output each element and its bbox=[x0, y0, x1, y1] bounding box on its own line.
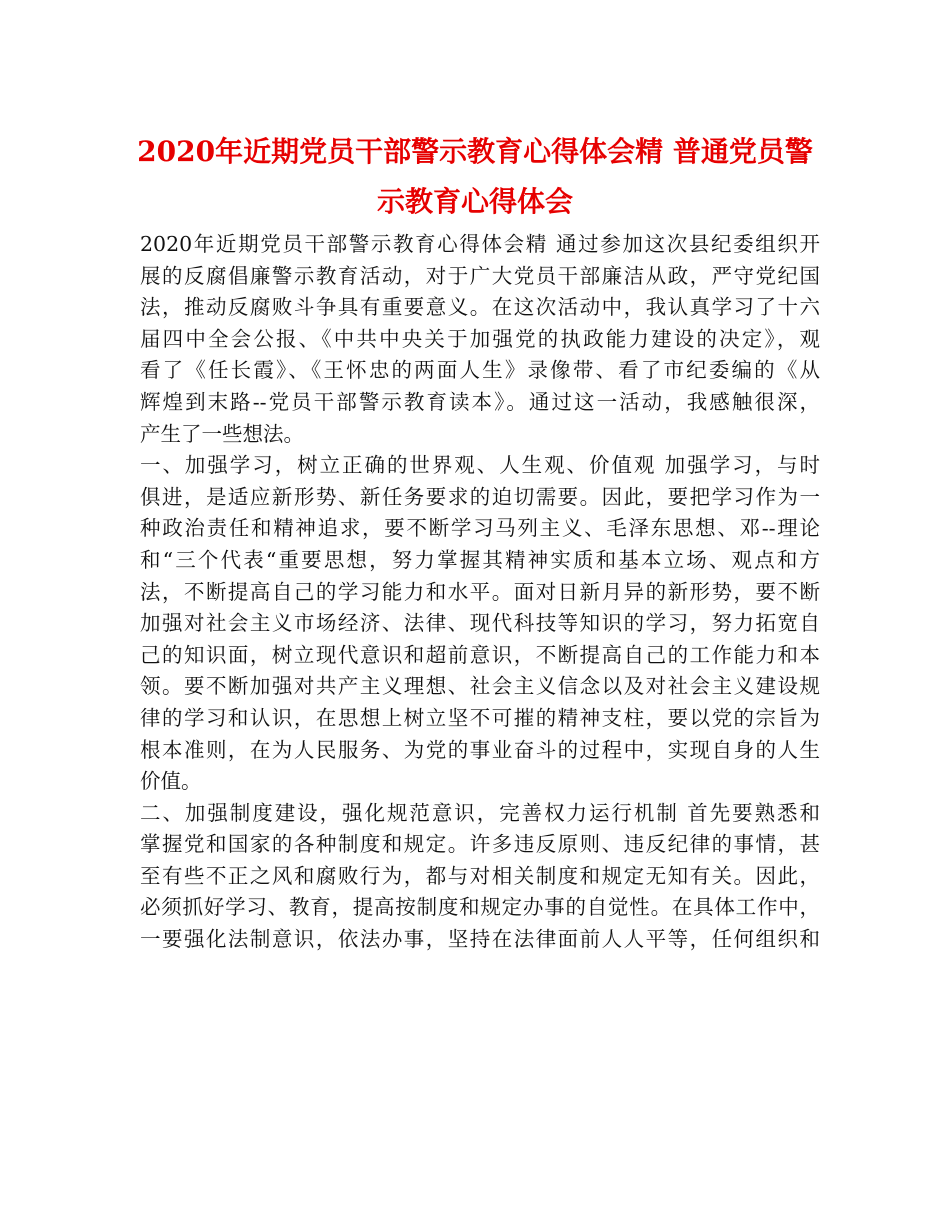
text-line: 种政治责任和精神追求，要不断学习马列主义、毛泽东思想、邓--理论 bbox=[140, 516, 820, 541]
text-line: 法，不断提高自己的学习能力和水平。面对日新月异的新形势，要不断 bbox=[140, 579, 820, 604]
document-body bbox=[140, 229, 820, 956]
title-line: 2020年近期党员干部警示教育心得体会精 普通党员警 bbox=[137, 135, 813, 168]
text-line: 掌握党和国家的各种制度和规定。许多违反原则、违反纪律的事情，甚 bbox=[140, 832, 820, 857]
text-line: 根本准则，在为人民服务、为党的事业奋斗的过程中，实现自身的人生 bbox=[140, 737, 820, 762]
text-line: 辉煌到末路--党员干部警示教育读本》。通过这一活动，我感触很深， bbox=[140, 389, 820, 414]
paragraph-section-1 bbox=[140, 450, 820, 798]
text-line: 领。要不断加强对共产主义理想、社会主义信念以及对社会主义建设规 bbox=[140, 674, 820, 699]
text-line: 己的知识面，树立现代意识和超前意识，不断提高自己的工作能力和本 bbox=[140, 642, 820, 667]
text-line: 一、加强学习，树立正确的世界观、人生观、价值观 加强学习，与时 bbox=[140, 453, 820, 478]
text-line: 必须抓好学习、教育，提高按制度和规定办事的自觉性。在具体工作中， bbox=[140, 895, 820, 920]
text-line: 一要强化法制意识，依法办事，坚持在法律面前人人平等，任何组织和 bbox=[140, 927, 820, 952]
text-line: 产生了一些想法。 bbox=[140, 421, 304, 446]
paragraph-section-2 bbox=[140, 798, 820, 956]
title-line: 示教育心得体会 bbox=[376, 185, 573, 218]
text-line: 加强对社会主义市场经济、法律、现代科技等知识的学习，努力拓宽自 bbox=[140, 611, 820, 636]
document-title bbox=[120, 127, 830, 227]
text-line: 俱进，是适应新形势、新任务要求的迫切需要。因此，要把学习作为一 bbox=[140, 484, 820, 509]
text-line: 2020年近期党员干部警示教育心得体会精 通过参加这次县纪委组织开 bbox=[140, 232, 820, 256]
text-line: 律的学习和认识，在思想上树立坚不可摧的精神支柱，要以党的宗旨为 bbox=[140, 705, 820, 730]
text-line: 价值。 bbox=[140, 769, 202, 794]
text-line: 至有些不正之风和腐败行为，都与对相关制度和规定无知有关。因此， bbox=[140, 863, 820, 888]
paragraph-intro bbox=[140, 229, 820, 450]
text-line: 展的反腐倡廉警示教育活动，对于广大党员干部廉洁从政，严守党纪国 bbox=[140, 263, 820, 288]
text-line: 和“三个代表“重要思想，努力掌握其精神实质和基本立场、观点和方 bbox=[140, 547, 820, 572]
text-line: 二、加强制度建设，强化规范意识，完善权力运行机制 首先要熟悉和 bbox=[140, 800, 820, 825]
text-line: 届四中全会公报、《中共中央关于加强党的执政能力建设的决定》，观 bbox=[140, 326, 820, 351]
text-line: 法，推动反腐败斗争具有重要意义。在这次活动中，我认真学习了十六 bbox=[140, 295, 820, 320]
text-line: 看了《任长霞》、《王怀忠的两面人生》录像带、看了市纪委编的《从 bbox=[140, 358, 820, 383]
